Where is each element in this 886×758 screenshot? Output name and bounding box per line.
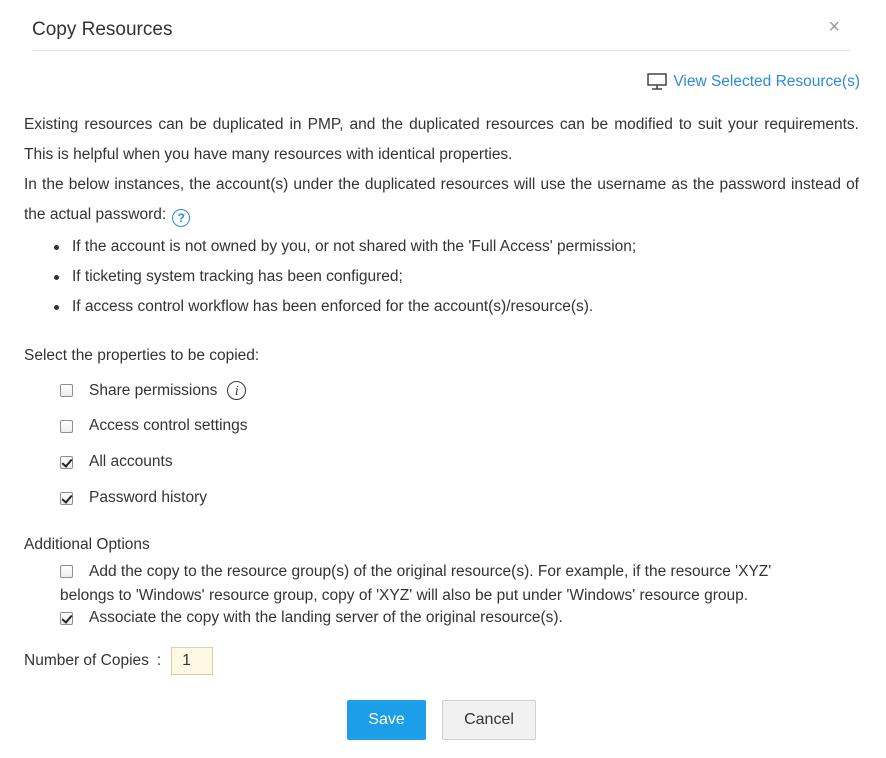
password-history-option[interactable] — [60, 489, 207, 507]
resource-group-label-line-1: Add the copy to the resource group(s) of the original resource(s). For example, if the resource 'XYZ' — [89, 563, 772, 580]
all-accounts-label: All accounts — [89, 453, 173, 470]
access-control-settings-checkbox[interactable] — [60, 420, 73, 433]
number-of-copies-input[interactable] — [171, 647, 213, 675]
description — [24, 110, 859, 230]
dialog-title: Copy Resources — [32, 19, 173, 40]
description-paragraph-1: Existing resources can be duplicated in PMP, and the duplicated resources can be modified to suit your requirements. This is helpful when you have many resources with identical properties. — [24, 116, 859, 163]
conditions-list — [50, 232, 636, 322]
additional-options-heading: Additional Options — [24, 536, 150, 553]
share-permissions-option[interactable] — [60, 381, 246, 400]
landing-server-label: Associate the copy with the landing server of the original resource(s). — [89, 609, 563, 626]
view-selected-resources-label: View Selected Resource(s) — [673, 73, 860, 90]
list-item: If access control workflow has been enforced for the account(s)/resource(s). — [50, 292, 636, 322]
password-history-label: Password history — [89, 489, 208, 506]
monitor-icon — [647, 73, 667, 91]
all-accounts-checkbox[interactable] — [60, 456, 73, 469]
dialog-header — [32, 0, 850, 51]
help-icon[interactable]: ? — [172, 209, 190, 227]
list-item: If ticketing system tracking has been configured; — [50, 262, 636, 292]
resource-group-checkbox[interactable] — [60, 565, 73, 578]
landing-server-checkbox[interactable] — [60, 612, 73, 625]
landing-server-option[interactable] — [60, 609, 563, 627]
number-of-copies-separator: : — [156, 652, 162, 669]
share-permissions-label: Share permissions — [89, 381, 218, 399]
save-button[interactable]: Save — [347, 700, 426, 740]
properties-heading: Select the properties to be copied: — [24, 347, 260, 364]
list-item: If the account is not owned by you, or not shared with the 'Full Access' permission; — [50, 232, 636, 262]
number-of-copies-label: Number of Copies — [24, 652, 149, 669]
cancel-button[interactable]: Cancel — [442, 700, 536, 740]
resource-group-option[interactable] — [60, 560, 820, 608]
share-permissions-checkbox[interactable] — [60, 384, 73, 397]
all-accounts-option[interactable] — [60, 453, 173, 471]
number-of-copies — [24, 647, 213, 675]
resource-group-label-line-2: belongs to 'Windows' resource group, copy of 'XYZ' will also be put under 'Windows' resource group. — [60, 587, 749, 604]
close-icon[interactable]: × — [828, 16, 840, 38]
description-paragraph-2 — [24, 170, 859, 230]
access-control-settings-label: Access control settings — [89, 417, 248, 434]
info-icon[interactable]: i — [227, 381, 246, 400]
access-control-settings-option[interactable] — [60, 417, 248, 435]
view-selected-resources-link[interactable] — [647, 73, 860, 91]
password-history-checkbox[interactable] — [60, 492, 73, 505]
description-paragraph-2-text: In the below instances, the account(s) under the duplicated resources will use the username as the password instead of the actual password: — [24, 176, 859, 223]
